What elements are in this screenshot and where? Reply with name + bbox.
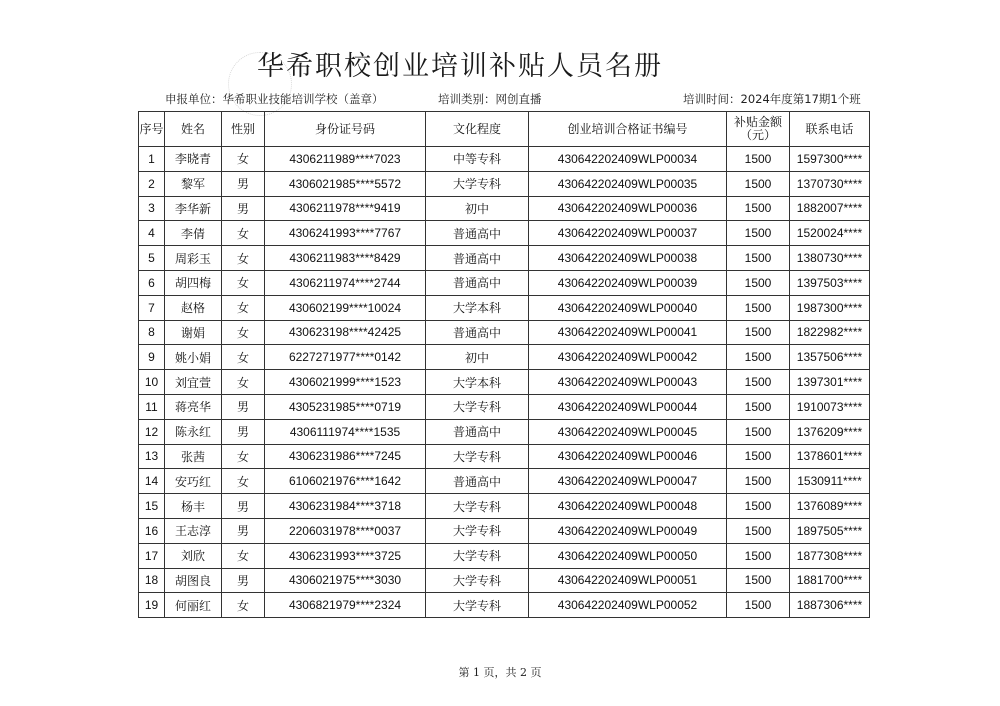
table-cell: 1397301**** (790, 370, 870, 395)
table-cell: 女 (222, 370, 265, 395)
table-cell: 4306111974****1535 (265, 419, 426, 444)
table-cell: 1897505**** (790, 518, 870, 543)
table-row (139, 171, 870, 196)
table-cell: 1500 (727, 171, 790, 196)
table-cell: 1500 (727, 370, 790, 395)
table-cell: 男 (222, 196, 265, 221)
table-cell: 4306231993****3725 (265, 543, 426, 568)
table-cell: 6106021976****1642 (265, 469, 426, 494)
table-cell: 普通高中 (426, 221, 529, 246)
document-title: 华希职校创业培训补贴人员名册 (257, 51, 663, 82)
table-cell: 1500 (727, 593, 790, 618)
table-cell: 大学专科 (426, 593, 529, 618)
table-cell: 1376089**** (790, 494, 870, 519)
table-cell: 430642202409WLP00039 (529, 270, 727, 295)
table-cell: 普通高中 (426, 270, 529, 295)
table-cell: 1357506**** (790, 345, 870, 370)
table-cell: 女 (222, 320, 265, 345)
table-cell: 杨丰 (165, 494, 222, 519)
table-row (139, 494, 870, 519)
table-cell: 4306231984****3718 (265, 494, 426, 519)
table-cell: 何丽红 (165, 593, 222, 618)
table-cell: 1500 (727, 196, 790, 221)
table-row (139, 593, 870, 618)
table-cell: 男 (222, 171, 265, 196)
table-cell: 430623198****42425 (265, 320, 426, 345)
table-cell: 1530911**** (790, 469, 870, 494)
table-cell: 1500 (727, 147, 790, 172)
table-cell: 12 (139, 419, 165, 444)
table-cell: 1500 (727, 394, 790, 419)
table-cell: 1882007**** (790, 196, 870, 221)
table-cell: 8 (139, 320, 165, 345)
table-cell: 14 (139, 469, 165, 494)
table-row (139, 270, 870, 295)
table-cell: 女 (222, 444, 265, 469)
table-cell: 4306821979****2324 (265, 593, 426, 618)
table-cell: 女 (222, 543, 265, 568)
table-row (139, 295, 870, 320)
table-cell: 430642202409WLP00037 (529, 221, 727, 246)
page-footer: 第 1 页，共 2 页 (458, 666, 542, 679)
table-cell: 430642202409WLP00047 (529, 469, 727, 494)
table-cell: 普通高中 (426, 469, 529, 494)
table-cell: 9 (139, 345, 165, 370)
table-cell: 430642202409WLP00050 (529, 543, 727, 568)
table-cell: 1520024**** (790, 221, 870, 246)
table-cell: 1500 (727, 221, 790, 246)
training-category: 培训类别：网创直播 (438, 92, 542, 106)
table-cell: 1500 (727, 320, 790, 345)
table-cell: 大学专科 (426, 394, 529, 419)
header-cell: 姓名 (165, 112, 222, 147)
table-cell: 安巧红 (165, 469, 222, 494)
header-cell: 序号 (139, 112, 165, 147)
table-cell: 李华新 (165, 196, 222, 221)
table-cell: 女 (222, 345, 265, 370)
table-cell: 1500 (727, 444, 790, 469)
table-cell: 大学本科 (426, 370, 529, 395)
table-cell: 李晓青 (165, 147, 222, 172)
table-cell: 430642202409WLP00044 (529, 394, 727, 419)
table-row (139, 196, 870, 221)
table-row (139, 221, 870, 246)
table-cell: 1881700**** (790, 568, 870, 593)
table-cell: 19 (139, 593, 165, 618)
header-row (139, 112, 870, 147)
table-cell: 大学专科 (426, 494, 529, 519)
roster-body (139, 147, 870, 618)
table-row (139, 518, 870, 543)
table-cell: 1500 (727, 419, 790, 444)
table-cell: 4306021999****1523 (265, 370, 426, 395)
table-cell: 1500 (727, 543, 790, 568)
table-cell: 1500 (727, 345, 790, 370)
table-row (139, 320, 870, 345)
table-row (139, 419, 870, 444)
table-cell: 女 (222, 295, 265, 320)
table-cell: 蒋亮华 (165, 394, 222, 419)
table-cell: 大学专科 (426, 543, 529, 568)
table-row (139, 543, 870, 568)
roster-table (138, 111, 870, 618)
table-cell: 430642202409WLP00040 (529, 295, 727, 320)
table-row (139, 147, 870, 172)
table-cell: 430642202409WLP00041 (529, 320, 727, 345)
table-row (139, 469, 870, 494)
table-cell: 大学专科 (426, 568, 529, 593)
table-cell: 4306211974****2744 (265, 270, 426, 295)
table-cell: 1 (139, 147, 165, 172)
table-cell: 大学专科 (426, 444, 529, 469)
table-cell: 430642202409WLP00048 (529, 494, 727, 519)
table-cell: 2206031978****0037 (265, 518, 426, 543)
table-cell: 4306211983****8429 (265, 246, 426, 271)
table-row (139, 345, 870, 370)
table-cell: 周彩玉 (165, 246, 222, 271)
header-cell: 创业培训合格证书编号 (529, 112, 727, 147)
table-cell: 男 (222, 394, 265, 419)
table-cell: 2 (139, 171, 165, 196)
table-cell: 430642202409WLP00046 (529, 444, 727, 469)
table-cell: 17 (139, 543, 165, 568)
table-cell: 黎军 (165, 171, 222, 196)
table-cell: 1500 (727, 270, 790, 295)
table-cell: 430642202409WLP00042 (529, 345, 727, 370)
table-cell: 15 (139, 494, 165, 519)
table-cell: 1370730**** (790, 171, 870, 196)
table-row (139, 444, 870, 469)
table-cell: 1500 (727, 246, 790, 271)
table-cell: 4306021985****5572 (265, 171, 426, 196)
table-cell: 中等专科 (426, 147, 529, 172)
table-cell: 初中 (426, 345, 529, 370)
header-cell: 身份证号码 (265, 112, 426, 147)
header-cell: 联系电话 (790, 112, 870, 147)
table-cell: 4305231985****0719 (265, 394, 426, 419)
table-cell: 430642202409WLP00036 (529, 196, 727, 221)
table-cell: 1597300**** (790, 147, 870, 172)
table-cell: 刘宜萱 (165, 370, 222, 395)
table-cell: 5 (139, 246, 165, 271)
table-cell: 女 (222, 221, 265, 246)
table-cell: 430642202409WLP00043 (529, 370, 727, 395)
table-cell: 11 (139, 394, 165, 419)
table-cell: 女 (222, 147, 265, 172)
table-cell: 4306241993****7767 (265, 221, 426, 246)
table-cell: 1887306**** (790, 593, 870, 618)
table-cell: 4 (139, 221, 165, 246)
table-cell: 1500 (727, 568, 790, 593)
table-cell: 胡四梅 (165, 270, 222, 295)
table-cell: 16 (139, 518, 165, 543)
table-cell: 1376209**** (790, 419, 870, 444)
table-cell: 1987300**** (790, 295, 870, 320)
table-cell: 10 (139, 370, 165, 395)
table-cell: 女 (222, 469, 265, 494)
table-cell: 1822982**** (790, 320, 870, 345)
table-row (139, 394, 870, 419)
table-cell: 1380730**** (790, 246, 870, 271)
table-cell: 初中 (426, 196, 529, 221)
header-cell: 文化程度 (426, 112, 529, 147)
table-cell: 6227271977****0142 (265, 345, 426, 370)
table-cell: 430642202409WLP00038 (529, 246, 727, 271)
table-cell: 刘欣 (165, 543, 222, 568)
table-cell: 大学本科 (426, 295, 529, 320)
table-cell: 李倩 (165, 221, 222, 246)
table-cell: 7 (139, 295, 165, 320)
table-cell: 4306211989****7023 (265, 147, 426, 172)
training-time: 培训时间：2024年度第17期1个班 (683, 92, 861, 106)
table-row (139, 568, 870, 593)
table-cell: 男 (222, 419, 265, 444)
table-cell: 430642202409WLP00035 (529, 171, 727, 196)
table-cell: 430642202409WLP00034 (529, 147, 727, 172)
table-cell: 普通高中 (426, 246, 529, 271)
table-cell: 陈永红 (165, 419, 222, 444)
table-cell: 430642202409WLP00045 (529, 419, 727, 444)
table-cell: 18 (139, 568, 165, 593)
table-cell: 男 (222, 494, 265, 519)
table-cell: 女 (222, 246, 265, 271)
table-cell: 男 (222, 568, 265, 593)
table-cell: 男 (222, 518, 265, 543)
table-cell: 姚小娟 (165, 345, 222, 370)
table-cell: 谢娟 (165, 320, 222, 345)
table-cell: 王志淳 (165, 518, 222, 543)
table-cell: 6 (139, 270, 165, 295)
table-cell: 1910073**** (790, 394, 870, 419)
table-cell: 1397503**** (790, 270, 870, 295)
header-cell: 性别 (222, 112, 265, 147)
table-cell: 13 (139, 444, 165, 469)
table-cell: 普通高中 (426, 320, 529, 345)
table-cell: 张茜 (165, 444, 222, 469)
table-cell: 大学专科 (426, 171, 529, 196)
header-cell: 补贴金额（元） (727, 112, 790, 147)
table-cell: 4306211978****9419 (265, 196, 426, 221)
table-cell: 普通高中 (426, 419, 529, 444)
table-cell: 1500 (727, 469, 790, 494)
table-cell: 赵格 (165, 295, 222, 320)
table-row (139, 370, 870, 395)
table-cell: 女 (222, 593, 265, 618)
table-cell: 3 (139, 196, 165, 221)
table-cell: 430642202409WLP00049 (529, 518, 727, 543)
table-cell: 1500 (727, 518, 790, 543)
table-cell: 430642202409WLP00051 (529, 568, 727, 593)
declaring-unit: 申报单位：华希职业技能培训学校（盖章） (165, 92, 384, 106)
table-cell: 4306231986****7245 (265, 444, 426, 469)
table-cell: 1500 (727, 295, 790, 320)
table-cell: 430602199****10024 (265, 295, 426, 320)
table-cell: 1378601**** (790, 444, 870, 469)
table-cell: 女 (222, 270, 265, 295)
table-cell: 4306021975****3030 (265, 568, 426, 593)
table-cell: 大学专科 (426, 518, 529, 543)
table-cell: 胡图良 (165, 568, 222, 593)
table-cell: 1500 (727, 494, 790, 519)
table-cell: 1877308**** (790, 543, 870, 568)
table-cell: 430642202409WLP00052 (529, 593, 727, 618)
table-row (139, 246, 870, 271)
